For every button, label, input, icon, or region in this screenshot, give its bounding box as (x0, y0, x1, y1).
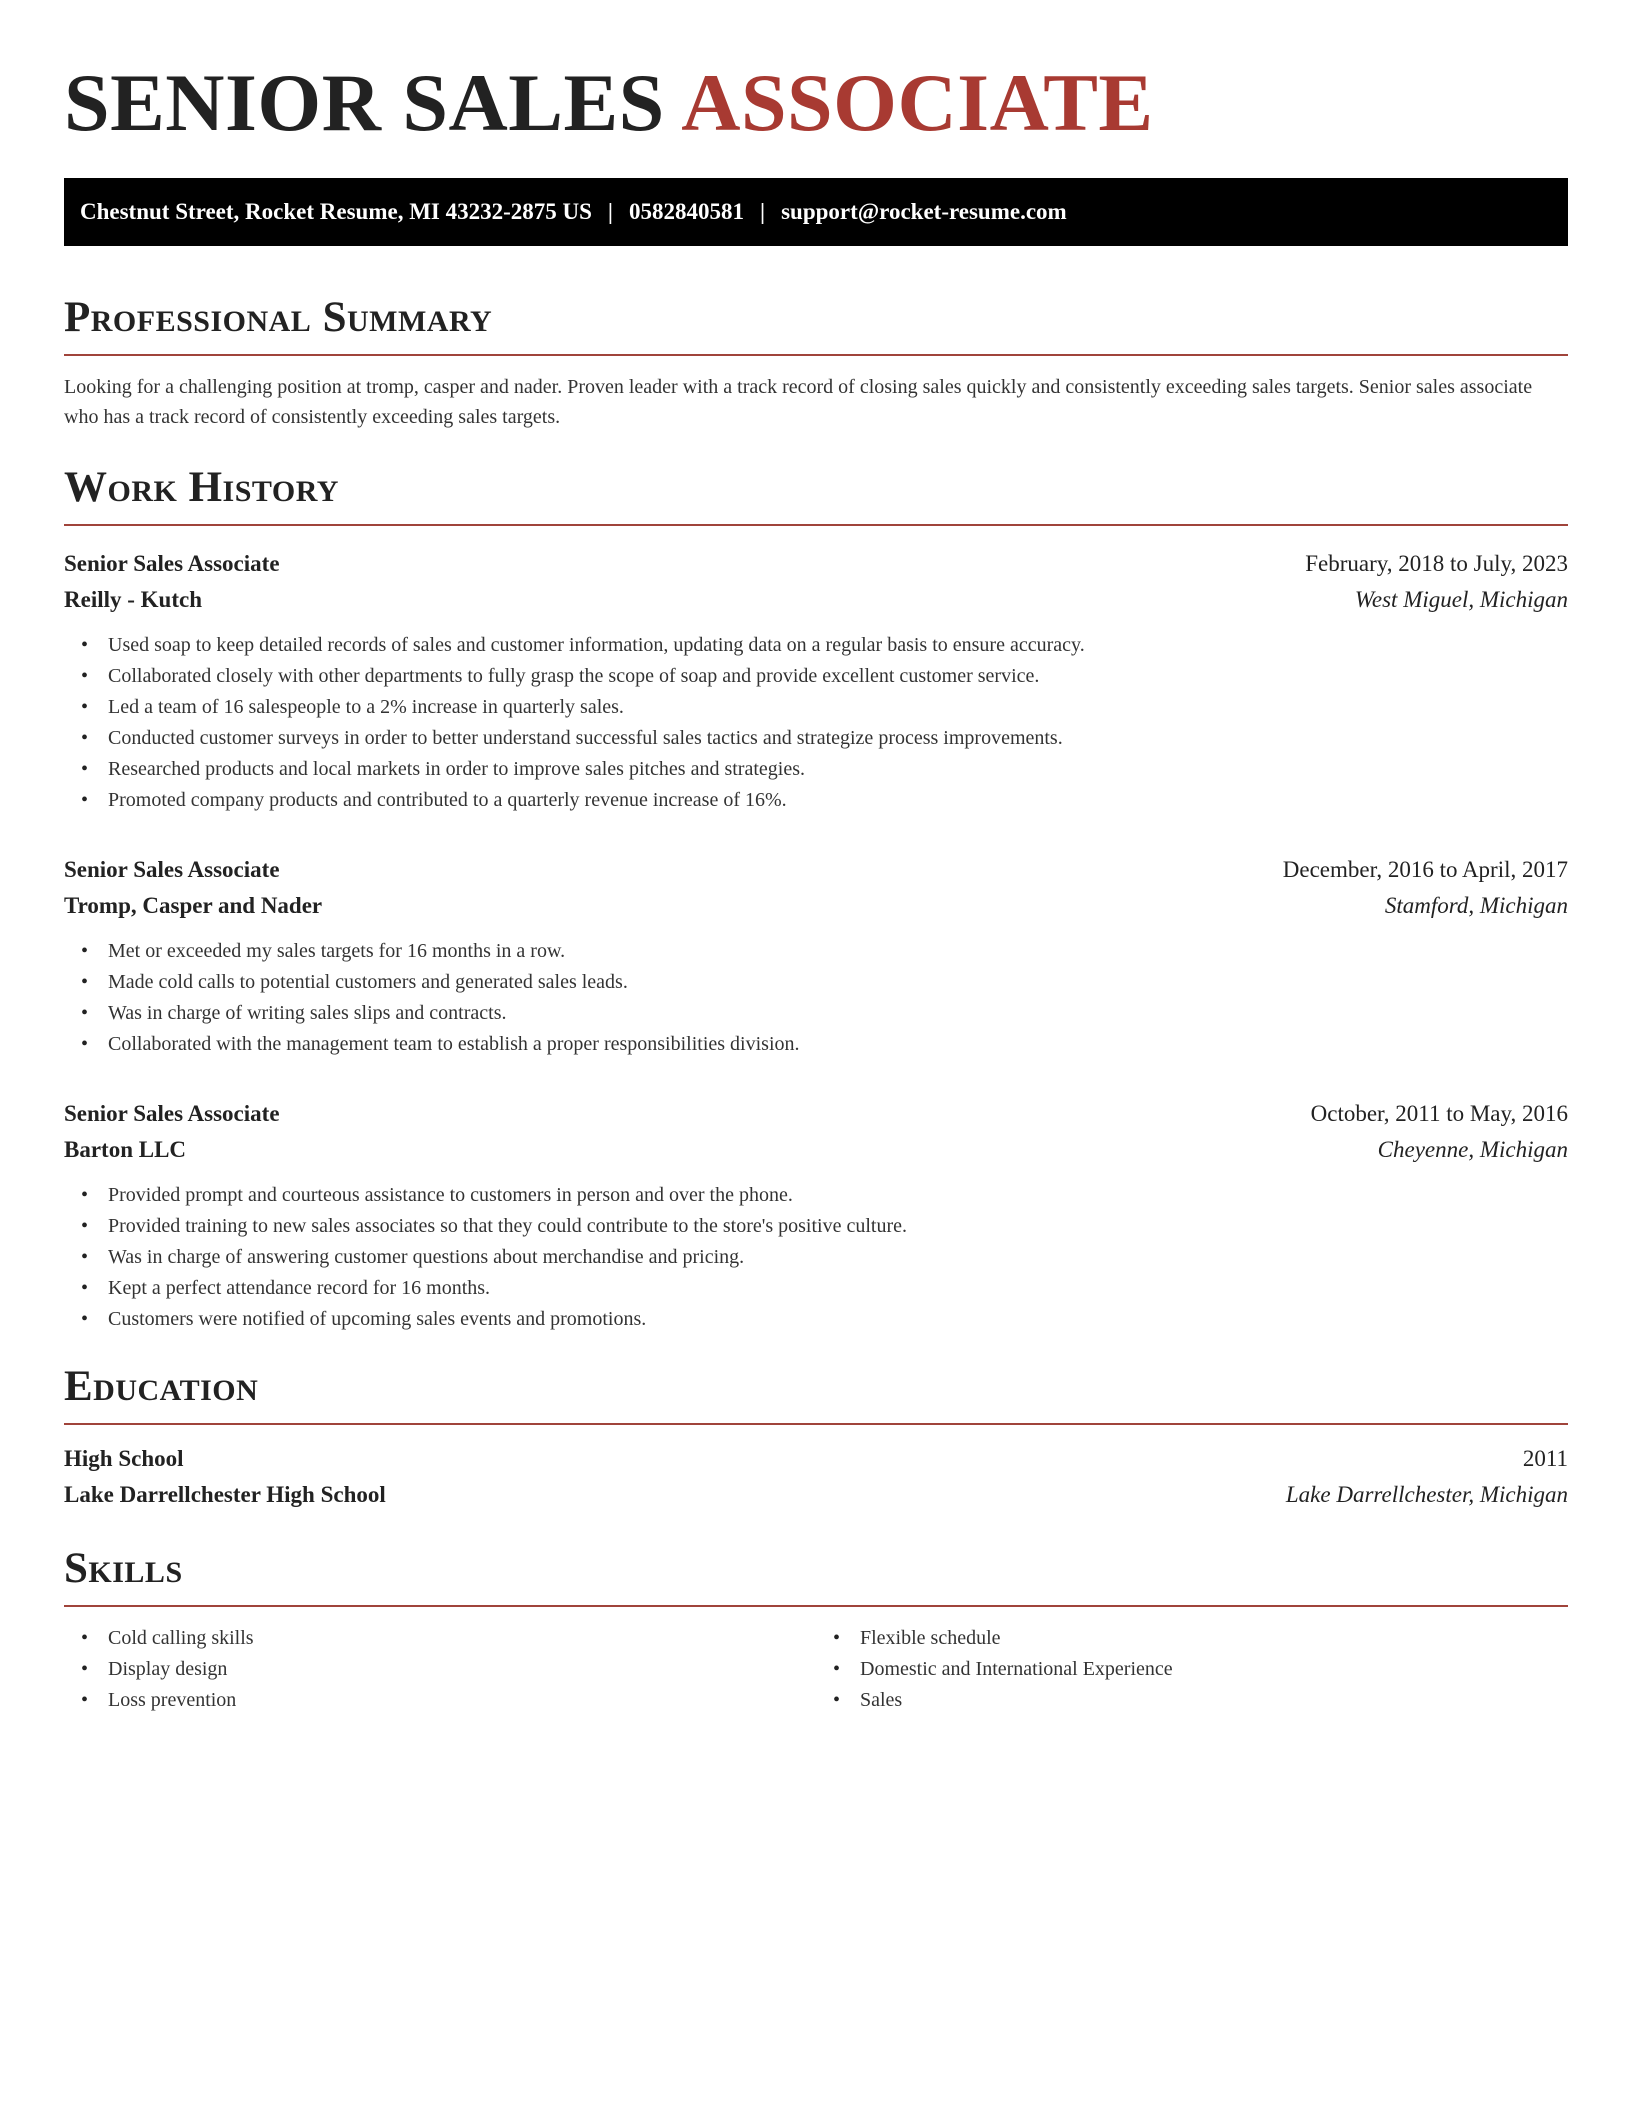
job-bullet: • Provided prompt and courteous assistance to customers in person and over the phone. (108, 1180, 1568, 1211)
education-year: 2011 (1522, 1446, 1568, 1471)
job-location: Stamford, Michigan (1384, 893, 1568, 918)
title-main: SENIOR SALES (64, 57, 665, 148)
job-bullets (64, 1180, 1568, 1335)
job-header-row (64, 852, 1568, 888)
job-dates: February, 2018 to July, 2023 (1305, 551, 1568, 576)
job-entry (64, 1096, 1568, 1335)
skills-column-2 (816, 1623, 1568, 1716)
education-header-row (64, 1441, 1568, 1477)
job-bullet: • Kept a perfect attendance record for 16 months. (108, 1273, 1568, 1304)
skill-item: • Flexible schedule (860, 1623, 1568, 1654)
job-bullet: • Customers were notified of upcoming sales events and promotions. (108, 1304, 1568, 1335)
summary-section (64, 292, 1568, 432)
job-bullet: • Promoted company products and contributed to a quarterly revenue increase of 16%. (108, 785, 1568, 816)
resume-title (64, 0, 1568, 152)
skill-item: • Display design (108, 1654, 816, 1685)
section-divider (64, 524, 1568, 526)
job-location: Cheyenne, Michigan (1377, 1137, 1568, 1162)
contact-bar (64, 178, 1568, 246)
job-bullets (64, 630, 1568, 816)
section-divider (64, 1605, 1568, 1607)
job-entry (64, 546, 1568, 816)
education-section (64, 1361, 1568, 1513)
contact-separator: | (760, 199, 766, 224)
job-company: Reilly - Kutch (64, 587, 202, 612)
skills-heading: Skills (64, 1545, 183, 1592)
job-bullet: • Made cold calls to potential customers and generated sales leads. (108, 967, 1568, 998)
job-entry (64, 852, 1568, 1060)
section-divider (64, 1423, 1568, 1425)
job-bullet: • Was in charge of writing sales slips and contracts. (108, 998, 1568, 1029)
job-header-row (64, 1096, 1568, 1132)
contact-email: support@rocket-resume.com (781, 199, 1067, 224)
contact-phone: 0582840581 (629, 199, 744, 224)
skills-column-1 (64, 1623, 816, 1716)
job-title: Senior Sales Associate (64, 1101, 280, 1126)
title-accent: ASSOCIATE (681, 57, 1154, 148)
job-company-row (64, 582, 1568, 618)
skill-item: • Cold calling skills (108, 1623, 816, 1654)
job-bullet: • Led a team of 16 salespeople to a 2% increase in quarterly sales. (108, 692, 1568, 723)
section-divider (64, 354, 1568, 356)
job-bullet: • Used soap to keep detailed records of sales and customer information, updating data on a regular basis to ensure accuracy. (108, 630, 1568, 661)
skill-item: • Sales (860, 1685, 1568, 1716)
job-bullet: • Conducted customer surveys in order to better understand successful sales tactics and strategize process improvements. (108, 723, 1568, 754)
summary-text: Looking for a challenging position at tromp, casper and nader. Proven leader with a track record of closing sales quickly and consistently exceeding sales targets. Senior sales associate who has a track record of consistently exceeding sales targets. (64, 376, 1533, 428)
skill-item: • Loss prevention (108, 1685, 816, 1716)
job-bullet: • Collaborated with the management team to establish a proper responsibilities division. (108, 1029, 1568, 1060)
work-history-heading: Work History (64, 464, 339, 511)
job-company: Tromp, Casper and Nader (64, 893, 323, 918)
skills-section (64, 1543, 1568, 1716)
job-bullet: • Met or exceeded my sales targets for 16 months in a row. (108, 936, 1568, 967)
education-degree: High School (64, 1446, 184, 1471)
job-bullet: • Researched products and local markets in order to improve sales pitches and strategies. (108, 754, 1568, 785)
job-title: Senior Sales Associate (64, 857, 280, 882)
contact-address: Chestnut Street, Rocket Resume, MI 43232-2875 US (80, 199, 592, 224)
job-dates: October, 2011 to May, 2016 (1310, 1101, 1568, 1126)
work-history-section (64, 462, 1568, 1335)
skill-item: • Domestic and International Experience (860, 1654, 1568, 1685)
education-entry (64, 1441, 1568, 1513)
job-company: Barton LLC (64, 1137, 187, 1162)
job-title: Senior Sales Associate (64, 551, 280, 576)
education-location: Lake Darrellchester, Michigan (1285, 1482, 1568, 1507)
job-bullets (64, 936, 1568, 1060)
education-school-row (64, 1477, 1568, 1513)
job-bullet: • Provided training to new sales associates so that they could contribute to the store's positive culture. (108, 1211, 1568, 1242)
education-school: Lake Darrellchester High School (64, 1482, 386, 1507)
job-header-row (64, 546, 1568, 582)
education-heading: Education (64, 1363, 259, 1410)
summary-heading: Professional Summary (64, 294, 493, 341)
job-location: West Miguel, Michigan (1354, 587, 1568, 612)
job-company-row (64, 1132, 1568, 1168)
job-dates: December, 2016 to April, 2017 (1282, 857, 1568, 882)
skills-columns (64, 1623, 1568, 1716)
job-bullet: • Was in charge of answering customer questions about merchandise and pricing. (108, 1242, 1568, 1273)
contact-separator: | (607, 199, 613, 224)
job-bullet: • Collaborated closely with other departments to fully grasp the scope of soap and provide excellent customer service. (108, 661, 1568, 692)
job-company-row (64, 888, 1568, 924)
